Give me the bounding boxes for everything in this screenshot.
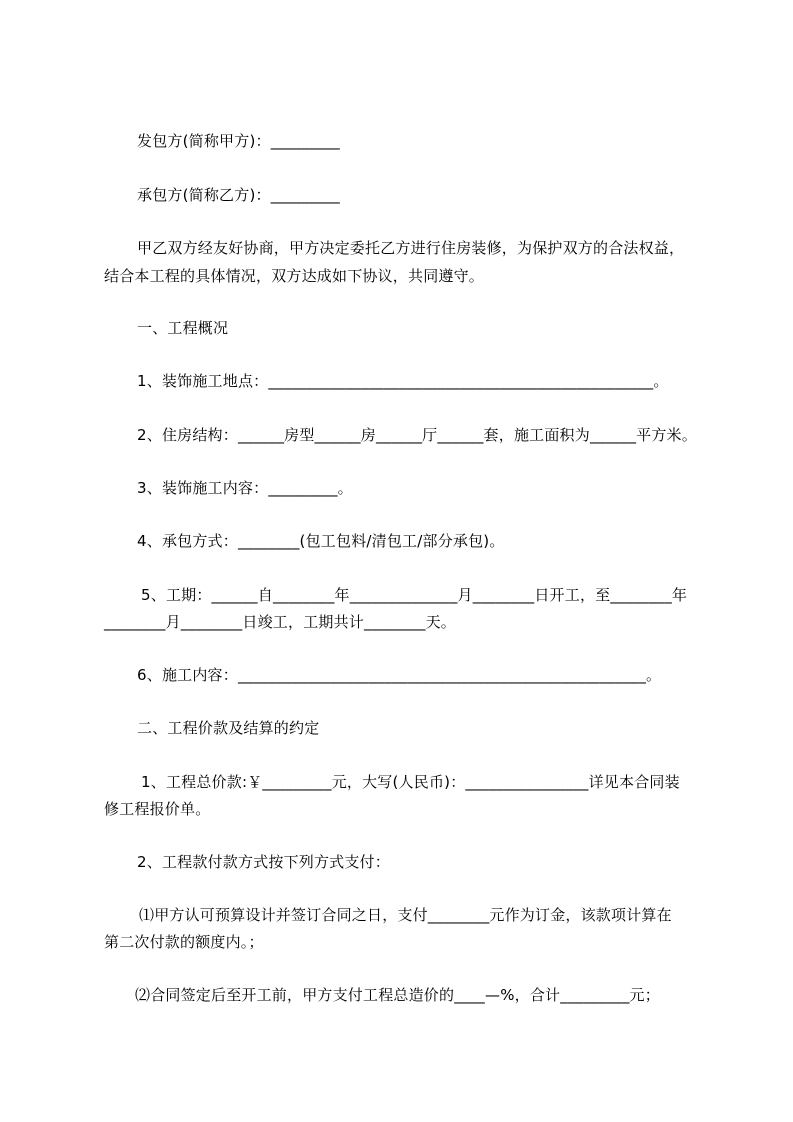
intro-paragraph-line-2: 结合本工程的具体情况，双方达成如下协议，共同遵守。 xyxy=(104,267,485,285)
clause-1-3: 3、装饰施工内容：_________。 xyxy=(137,479,353,497)
clause-2-2-item-1-line-2: 第二次付款的额度内。； xyxy=(104,933,264,951)
party-a-line: 发包方(简称甲方)：_________ xyxy=(137,132,341,150)
clause-1-2: 2、住房结构：______房型______房______厅______套，施工面积为______平方米。 xyxy=(137,426,697,444)
party-b-line: 承包方(简称乙方)：_________ xyxy=(137,186,341,204)
intro-paragraph-line-1: 甲乙双方经友好协商，甲方决定委托乙方进行住房装修，为保护双方的合法权益， xyxy=(137,239,685,257)
clause-1-4: 4、承包方式：________(包工包料/清包工/部分承包)。 xyxy=(137,532,505,550)
clause-1-5-line-1: 5、工期：______自________年______________月________日开工，至________年 xyxy=(141,586,688,604)
clause-2-1-line-1: 1、工程总价款:￥_________元，大写(人民币)：________________详见本合同装 xyxy=(141,773,680,791)
clause-2-2: 2、工程款付款方式按下列方式支付： xyxy=(137,853,390,871)
clause-2-2-item-1-line-1: ⑴甲方认可预算设计并签订合同之日，支付________元作为订金，该款项计算在 xyxy=(139,906,672,924)
clause-2-1-line-2: 修工程报价单。 xyxy=(104,800,211,818)
clause-1-5-line-2: ________月________日竣工，工期共计________天。 xyxy=(104,613,457,631)
clause-1-6: 6、施工内容：_____________________________________________________。 xyxy=(137,666,662,684)
section-2-heading: 二、工程价款及结算的约定 xyxy=(137,719,320,737)
clause-1-1: 1、装饰施工地点：__________________________________________________。 xyxy=(137,372,669,390)
section-1-heading: 一、工程概况 xyxy=(137,319,229,337)
clause-2-2-item-2: ⑵合同签定后至开工前，甲方支付工程总造价的____—%，合计_________元； xyxy=(135,986,660,1004)
